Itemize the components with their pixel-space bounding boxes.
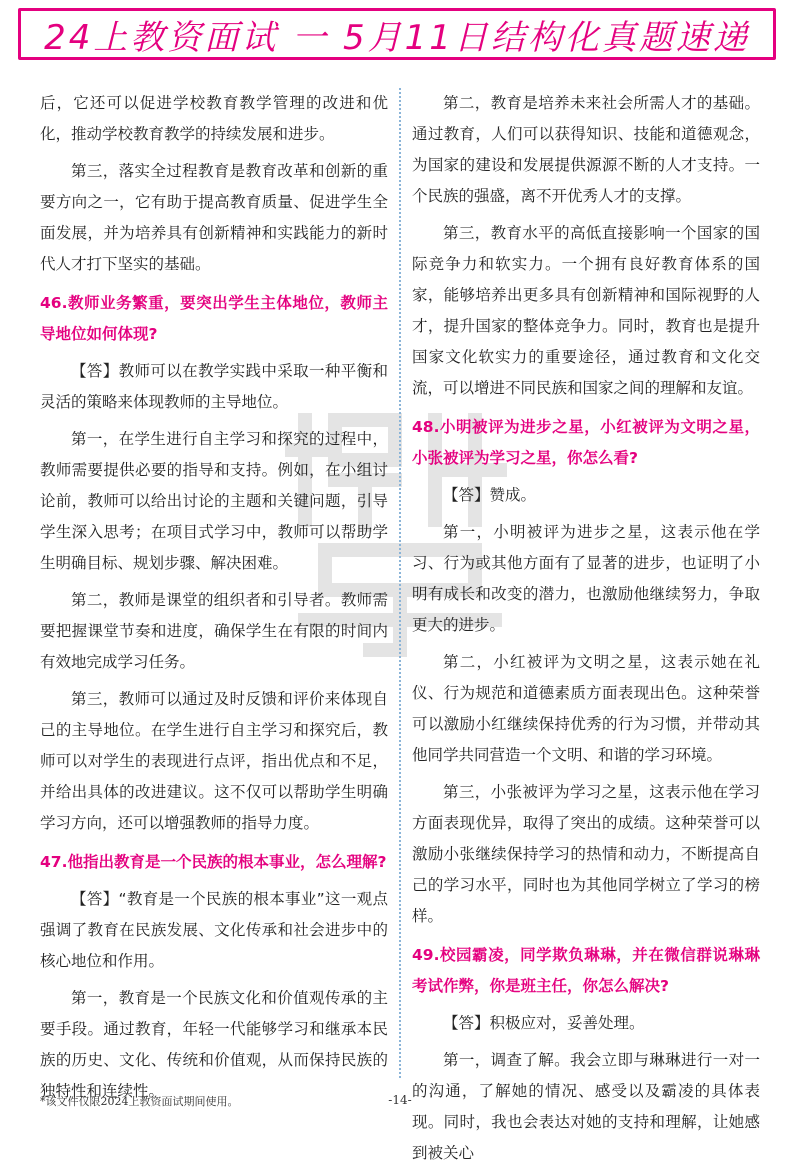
usage-note: *该文件仅限2024上教资面试期间使用。 (40, 1095, 239, 1108)
answer-47-point-2: 第二，教育是培养未来社会所需人才的基础。通过教育，人们可以获得知识、技能和道德观念，为国家的建设和发展提供源源不断的人才支持。一个民族的强盛，离不开优秀人才的支撑。 (412, 94, 760, 205)
answer-48-point-1: 第一，小明被评为进步之星，这表示他在学习、行为或其他方面有了显著的进步，也证明了小明有成长和改变的潜力，也激励他继续努力，争取更大的进步。 (412, 523, 760, 634)
answer-46-point-3: 第三，教师可以通过及时反馈和评价来体现自己的主导地位。在学生进行自主学习和探究后，教师可以对学生的表现进行点评，指出优点和不足，并给出具体的改进建议。这不仅可以帮助学生明确学习方向，还可以增强教师的指导力度。 (40, 690, 388, 832)
question-49: 49.校园霸凌，同学欺负琳琳，并在微信群说琳琳考试作弊，你是班主任，你怎么解决? (412, 946, 760, 995)
right-column (412, 88, 760, 1175)
answer-46-point-1: 第一，在学生进行自主学习和探究的过程中，教师需要提供必要的指导和支持。例如，在小组讨论前，教师可以给出讨论的主题和关键问题，引导学生深入思考；在项目式学习中，教师可以帮助学生明确目标、规划步骤、解决困难。 (40, 430, 388, 572)
column-divider (399, 88, 401, 1078)
answer-46-point-2: 第二，教师是课堂的组织者和引导者。教师需要把握课堂节奏和进度，确保学生在有限的时间内有效地完成学习任务。 (40, 591, 388, 671)
page-number: -14- (388, 1093, 412, 1107)
answer-47-point-3: 第三，教育水平的高低直接影响一个国家的国际竞争力和软实力。一个拥有良好教育体系的国家，能够培养出更多具有创新精神和国际视野的人才，提升国家的整体竞争力。同时，教育也是提升国家文化软实力的重要途径，通过教育和文化交流，可以增进不同民族和国家之间的理解和友谊。 (412, 224, 760, 397)
header-banner (18, 8, 776, 60)
question-48: 48.小明被评为进步之星，小红被评为文明之星，小张被评为学习之星，你怎么看? (412, 418, 760, 467)
answer-47-intro: 【答】“教育是一个民族的根本事业”这一观点强调了教育在民族发展、文化传承和社会进步中的核心地位和作用。 (40, 890, 388, 970)
answer-49-intro: 【答】积极应对，妥善处理。 (443, 1014, 645, 1032)
answer-46-intro: 【答】教师可以在教学实践中采取一种平衡和灵活的策略来体现教师的主导地位。 (40, 362, 388, 411)
answer-47-point-1: 第一，教育是一个民族文化和价值观传承的主要手段。通过教育，年轻一代能够学习和继承本民族的历史、文化、传统和价值观，从而保持民族的独特性和连续性。 (40, 989, 388, 1100)
answer-48-point-2: 第二，小红被评为文明之星，这表示她在礼仪、行为规范和道德素质方面表现出色。这种荣誉可以激励小红继续保持优秀的行为习惯，并带动其他同学共同营造一个文明、和谐的学习环境。 (412, 653, 760, 764)
question-46: 46.教师业务繁重，要突出学生主体地位，教师主导地位如何体现? (40, 294, 388, 343)
answer-48-point-3: 第三，小张被评为学习之星，这表示他在学习方面表现优异，取得了突出的成绩。这种荣誉可以激励小张继续保持学习的热情和动力，不断提高自己的学习水平，同时也为其他同学树立了学习的榜样。 (412, 783, 760, 925)
question-47: 47.他指出教育是一个民族的根本事业，怎么理解? (40, 853, 387, 871)
answer-48-intro: 【答】赞成。 (443, 486, 537, 504)
left-para-1: 第三，落实全过程教育是教育改革和创新的重要方向之一，它有助于提高教育质量、促进学生全面发展，并为培养具有创新精神和实践能力的新时代人才打下坚实的基础。 (40, 162, 388, 273)
left-column (40, 88, 388, 1113)
page-title: 24上教资面试 一 5月11日结构化真题速递 (44, 17, 750, 58)
answer-49-point-1: 第一，调查了解。我会立即与琳琳进行一对一的沟通，了解她的情况、感受以及霸凌的具体表现。同时，我也会表达对她的支持和理解，让她感到被关心 (412, 1051, 760, 1162)
left-text-0: 后，它还可以促进学校教育教学管理的改进和优化，推动学校教育教学的持续发展和进步。 (40, 94, 388, 143)
